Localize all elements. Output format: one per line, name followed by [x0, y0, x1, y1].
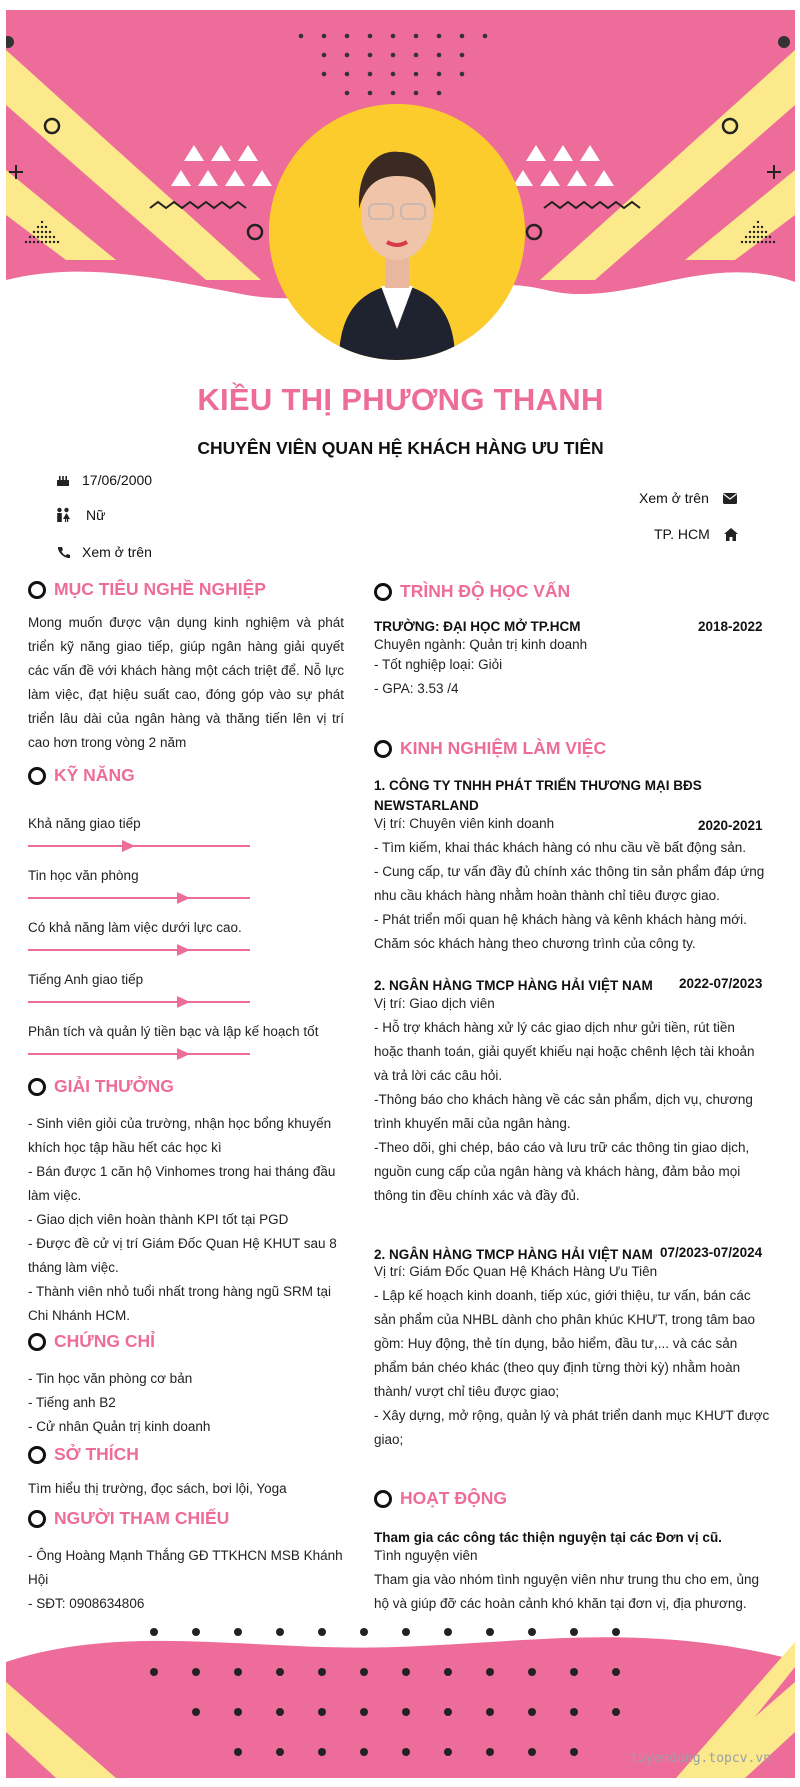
job-description-line: - Phát triển mối quan hệ khách hàng và kênh khách hàng mới. — [374, 912, 747, 927]
skill-bar — [28, 845, 250, 847]
section-ring-icon — [374, 740, 392, 758]
skill-level-arrow-icon — [177, 892, 190, 904]
skill-label: Có khả năng làm việc dưới lực cao. — [28, 920, 242, 935]
skill-bar — [28, 1001, 250, 1003]
birthday-value: 17/06/2000 — [82, 472, 153, 488]
job1-company-cont: NEWSTARLAND — [374, 798, 479, 813]
phone-icon — [54, 544, 72, 560]
section-ring-icon — [28, 1333, 46, 1351]
job-description-line: nhu cầu khách hàng nhằm hoàn thành chỉ tiêu được giao. — [374, 888, 720, 903]
section-title-skills: KỸ NĂNG — [28, 765, 135, 786]
address-value: TP. HCM — [654, 526, 710, 542]
section-ring-icon — [28, 1510, 46, 1528]
reference-line: - Ông Hoàng Mạnh Thắng GĐ TTKHCN MSB Khánh — [28, 1548, 343, 1563]
gender-value: Nữ — [86, 507, 106, 523]
section-title-activities: HOẠT ĐỘNG — [374, 1488, 507, 1509]
skill-label: Khả năng giao tiếp — [28, 816, 141, 831]
hobbies-text: Tìm hiểu thị trường, đọc sách, bơi lội, Yoga — [28, 1481, 287, 1496]
home-icon — [722, 526, 740, 542]
skill-level-arrow-icon — [177, 944, 190, 956]
candidate-name: KIỀU THỊ PHƯƠNG THANH — [197, 382, 604, 417]
job-description-line: phẩm bán chéo khác (theo quy định từng thời kỳ) nhằm hoàn — [374, 1360, 741, 1375]
job-description-line: trình khuyến mãi của ngân hàng. — [374, 1116, 571, 1131]
skill-label: Tin học văn phòng — [28, 868, 139, 883]
section-ring-icon — [28, 1446, 46, 1464]
job2-company: 2. NGÂN HÀNG TMCP HÀNG HẢI VIỆT NAM — [374, 978, 653, 993]
section-title-references: NGƯỜI THAM CHIẾU — [28, 1508, 229, 1529]
skill-bar — [28, 949, 250, 951]
job3-years: 07/2023-07/2024 — [660, 1245, 763, 1260]
section-title-education: TRÌNH ĐỘ HỌC VẤN — [374, 581, 570, 602]
activity-line: hộ và giúp đỡ các hoàn cảnh khó khăn tại đơn vị, địa phương. — [374, 1596, 747, 1611]
phone-value: Xem ở trên — [82, 544, 152, 560]
objective-text: Mong muốn được vận dụng kinh nghiệm và phát triển kỹ năng giao tiếp, giúp ngân hàng giải quyết các vấn đề với khách hàng một cách triệt để. Nỗ lực làm việc, đạt hiệu suất cao, đóng góp vào sự phát triển lâu dài của ngân hàng và thăng tiến lên vị trí cao hơn trong vòng 2 năm — [28, 615, 344, 750]
skill-level-arrow-icon — [177, 996, 190, 1008]
job-description-line: - Hỗ trợ khách hàng xử lý các giao dịch như gửi tiền, rút tiền — [374, 1020, 735, 1035]
job1-years: 2020-2021 — [698, 818, 763, 833]
activity-line: Tham gia vào nhóm tình nguyện viên như trung thu cho em, ủng — [374, 1572, 760, 1587]
skill-label: Tiếng Anh giao tiếp — [28, 972, 144, 987]
education-school: TRƯỜNG: ĐẠI HỌC MỞ TP.HCM — [374, 619, 581, 634]
job3-position: Vị trí: Giám Đốc Quan Hệ Khách Hàng Ưu Tiên — [374, 1264, 658, 1279]
award-line: - Thành viên nhỏ tuổi nhất trong hàng ngũ SRM tại — [28, 1284, 331, 1299]
award-line: Chi Nhánh HCM. — [28, 1308, 131, 1323]
activity-role: Tình nguyện viên — [374, 1548, 478, 1563]
watermark: tuyendung.topcv.vn — [630, 1751, 771, 1766]
section-ring-icon — [28, 581, 46, 599]
job-description-line: - Xây dựng, mở rộng, quản lý và phát triển danh mục KHƯT được — [374, 1408, 770, 1423]
job-description-line: - Tìm kiếm, khai thác khách hàng có nhu cầu về bất động sản. — [374, 840, 746, 855]
section-title-objective: MỤC TIÊU NGHỀ NGHIỆP — [28, 579, 266, 600]
education-gpa: - GPA: 3.53 /4 — [374, 681, 459, 696]
education-major: Chuyên ngành: Quản trị kinh doanh — [374, 637, 588, 652]
section-ring-icon — [374, 583, 392, 601]
job-description-line: nguồn cung cấp của ngân hàng và khách hàng, đảm bảo mọi — [374, 1164, 741, 1179]
education-grade: - Tốt nghiệp loại: Giỏi — [374, 657, 503, 672]
job-description-line: - Lập kế hoạch kinh doanh, tiếp xúc, giới thiệu, tư vấn, bán các — [374, 1288, 751, 1303]
reference-line: Hội — [28, 1572, 49, 1587]
job-description-line: thông tin đều chính xác và đầy đủ. — [374, 1188, 580, 1203]
skill-label: Phân tích và quản lý tiền bạc và lập kế hoạch tốt — [28, 1024, 319, 1039]
address-row — [654, 526, 740, 542]
job3-company: 2. NGÂN HÀNG TMCP HÀNG HẢI VIỆT NAM — [374, 1247, 653, 1262]
section-title-certificates: CHỨNG CHỈ — [28, 1331, 155, 1352]
job1-position: Vị trí: Chuyên viên kinh doanh — [374, 816, 555, 831]
phone-row — [54, 544, 152, 560]
reference-line: - SĐT: 0908634806 — [28, 1596, 145, 1611]
email-row — [639, 490, 739, 506]
certificate-line: - Cử nhân Quản trị kinh doanh — [28, 1419, 211, 1434]
cv-page — [6, 10, 795, 1778]
job-description-line: gồm: Huy động, thẻ tín dụng, bảo hiểm, đầu tư,... và các sản — [374, 1336, 738, 1351]
award-line: - Được đề cử vị trí Giám Đốc Quan Hệ KHUT sau 8 — [28, 1236, 337, 1251]
job2-position: Vị trí: Giao dịch viên — [374, 996, 495, 1011]
section-ring-icon — [374, 1490, 392, 1508]
section-ring-icon — [28, 767, 46, 785]
award-line: - Giao dịch viên hoàn thành KPI tốt tại PGD — [28, 1212, 289, 1227]
section-title-hobbies: SỞ THÍCH — [28, 1444, 139, 1465]
certificate-line: - Tin học văn phòng cơ bản — [28, 1371, 193, 1386]
gender-row — [54, 507, 105, 523]
job2-years: 2022-07/2023 — [679, 976, 763, 991]
award-line: khích học tập hầu hết các học kì — [28, 1140, 222, 1155]
certificate-line: - Tiếng anh B2 — [28, 1395, 116, 1410]
job1-company: 1. CÔNG TY TNHH PHÁT TRIỂN THƯƠNG MẠI BĐS — [374, 778, 702, 793]
job-description-line: thành/ vượt chỉ tiêu được giao; — [374, 1384, 560, 1399]
envelope-icon — [721, 490, 739, 506]
skill-bar — [28, 1053, 250, 1055]
section-ring-icon — [28, 1078, 46, 1096]
job-description-line: hoặc thanh toán, giải quyết khiếu nại hoặc chênh lệch tài khoản — [374, 1044, 755, 1059]
job-description-line: Chăm sóc khách hàng theo chương trình của công ty. — [374, 936, 696, 951]
birthday-cake-icon — [54, 472, 72, 488]
birthday-row — [54, 472, 152, 488]
award-line: - Sinh viên giỏi của trường, nhận học bổng khuyến — [28, 1116, 332, 1131]
gender-icon — [54, 507, 72, 523]
job-description-line: - Cung cấp, tư vấn đầy đủ chính xác thông tin sản phẩm đáp ứng — [374, 864, 765, 879]
email-value: Xem ở trên — [639, 490, 709, 506]
education-years: 2018-2022 — [698, 619, 763, 634]
skill-bar — [28, 897, 250, 899]
candidate-job-title: CHUYÊN VIÊN QUAN HỆ KHÁCH HÀNG ƯU TIÊN — [197, 438, 604, 458]
section-title-awards: GIẢI THƯỞNG — [28, 1076, 174, 1097]
activity-heading: Tham gia các công tác thiện nguyện tại các Đơn vị cũ. — [374, 1530, 722, 1545]
job-description-line: sản phẩm của NHBL dành cho phân khúc KHƯT, trong tâm bao — [374, 1312, 755, 1327]
job-description-line: -Theo dõi, ghi chép, báo cáo và lưu trữ các thông tin giao dịch, — [374, 1140, 750, 1155]
job-description-line: -Thông báo cho khách hàng về các sản phẩm, dịch vụ, chương — [374, 1092, 753, 1107]
job-description-line: và trả lời các câu hỏi. — [374, 1068, 503, 1083]
section-title-experience: KINH NGHIỆM LÀM VIỆC — [374, 738, 606, 759]
award-line: tháng làm việc. — [28, 1260, 119, 1275]
skill-level-arrow-icon — [177, 1048, 190, 1060]
job-description-line: giao; — [374, 1432, 404, 1447]
person-illustration — [269, 104, 525, 360]
skill-level-arrow-icon — [122, 840, 135, 852]
profile-photo — [269, 104, 525, 360]
award-line: - Bán được 1 căn hộ Vinhomes trong hai tháng đầu — [28, 1164, 336, 1179]
award-line: làm việc. — [28, 1188, 82, 1203]
